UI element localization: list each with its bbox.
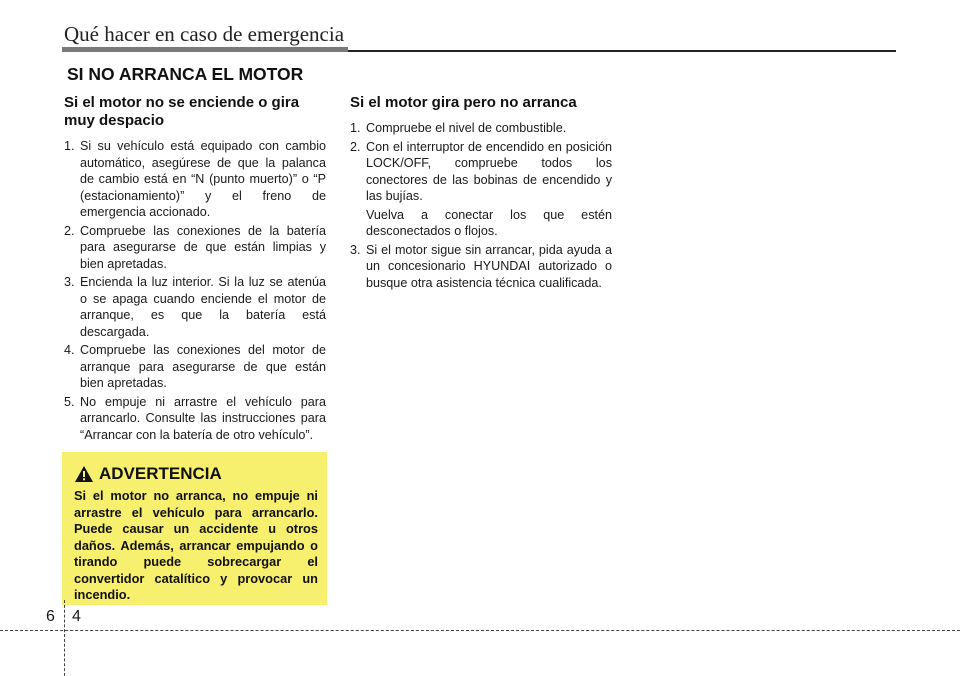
- step-text: Compruebe las conexiones del motor de arranque para asegurarse de que están bien apretadas.: [80, 343, 326, 390]
- step-text: Compruebe el nivel de combustible.: [366, 121, 567, 135]
- section-title: SI NO ARRANCA EL MOTOR: [67, 64, 304, 84]
- step-2-extra-text: Vuelva a conectar los que estén desconectados o flojos.: [366, 207, 612, 238]
- step-text: Encienda la luz interior. Si la luz se atenúa o se apaga cuando enciende el motor de arranque, es que la batería está descargada.: [80, 275, 326, 339]
- warning-header: [74, 464, 318, 484]
- header-rule: [348, 50, 896, 52]
- step-number: 1.: [64, 139, 75, 153]
- step-number: 5.: [64, 394, 75, 409]
- list-item: [350, 120, 612, 137]
- list-item: [350, 242, 612, 292]
- right-column: [350, 94, 612, 293]
- step-number: 2.: [350, 139, 361, 154]
- list-item: [64, 394, 326, 444]
- right-steps-list: [350, 120, 612, 205]
- right-steps-list-cont: [350, 242, 612, 292]
- list-item: [350, 139, 612, 205]
- warning-triangle-icon: [74, 465, 94, 483]
- step-text: Compruebe las conexiones de la batería para asegurarse de que están limpias y bien apretadas.: [80, 223, 326, 271]
- chapter-number: 6: [46, 608, 55, 625]
- step-text: Si su vehículo está equipado con cambio automático, asegúrese de que la palanca de cambio está en “N (punto muerto)” o “P (estacionamiento)” y el freno de emergencia accionado.: [80, 139, 326, 219]
- list-item: [64, 138, 326, 221]
- left-heading: Si el motor no se enciende o gira muy despacio: [64, 94, 300, 129]
- header-accent-bar: [62, 47, 348, 52]
- step-number: 3.: [350, 242, 361, 257]
- footer-rule: [0, 630, 960, 631]
- warning-box: [62, 452, 327, 605]
- step-number: 1.: [350, 121, 361, 135]
- step-number: 3.: [64, 275, 75, 289]
- step-text: Con el interruptor de encendido en posición LOCK/OFF, compruebe todos los conectores de las bobinas de encendido y las bujías.: [366, 139, 612, 203]
- page-number: 4: [72, 608, 81, 625]
- list-item: [64, 223, 326, 273]
- step-text: No empuje ni arrastre el vehículo para arrancarlo. Consulte las instrucciones para “Arrancar con la batería de otro vehículo”.: [80, 394, 326, 442]
- step-text: Si el motor sigue sin arrancar, pida ayuda a un concesionario HYUNDAI autorizado o busque otra asistencia técnica cualificada.: [366, 242, 612, 290]
- step-number: 4.: [64, 343, 75, 357]
- warning-title: ADVERTENCIA: [99, 464, 222, 483]
- footer-divider: [64, 600, 65, 676]
- left-column: [64, 94, 326, 445]
- list-item: [64, 342, 326, 392]
- list-item: [64, 274, 326, 340]
- right-heading: Si el motor gira pero no arranca: [350, 94, 577, 111]
- page-header-title: Qué hacer en caso de emergencia: [64, 22, 345, 46]
- left-steps-list: [64, 138, 326, 443]
- step-number: 2.: [64, 223, 75, 238]
- warning-text: Si el motor no arranca, no empuje ni arrastre el vehículo para arrancarlo. Puede causar un accidente u otros daños. Además, arrancar empujando o tirando puede sobrecargar el convertidor catalítico y provocar un incendio.: [74, 488, 318, 602]
